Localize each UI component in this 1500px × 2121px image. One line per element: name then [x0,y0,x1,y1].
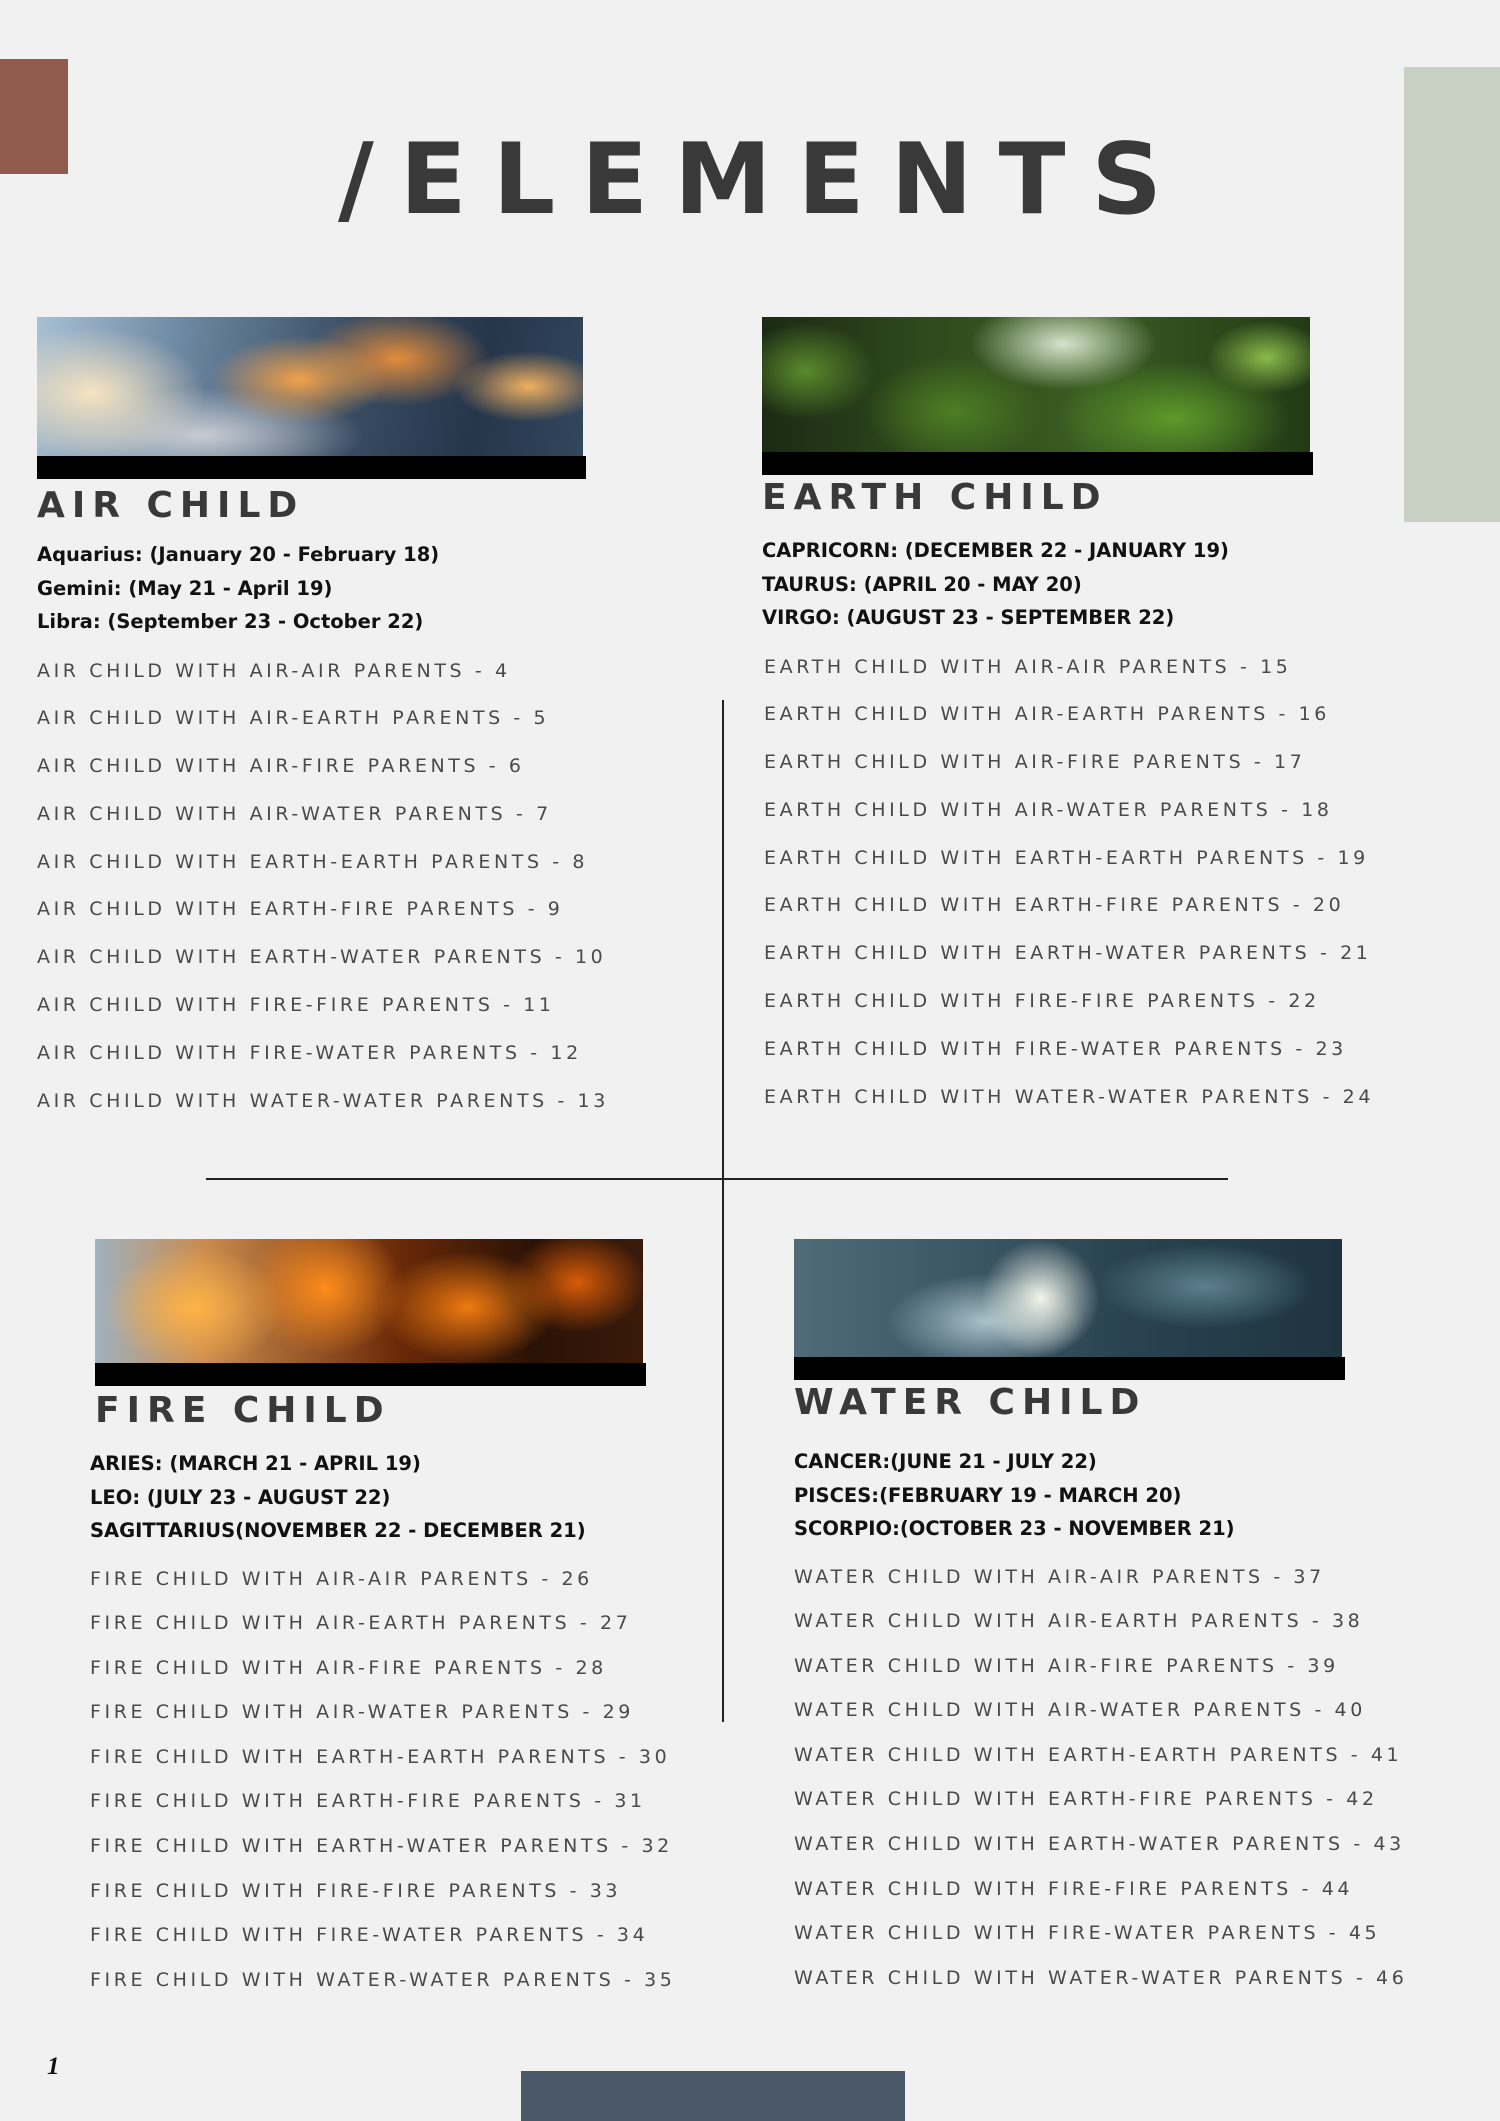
section-title: AIR CHILD [37,485,305,526]
page-link[interactable]: WATER CHILD WITH EARTH-EARTH PARENTS - 41 [794,1743,1403,1766]
page-link[interactable]: WATER CHILD WITH FIRE-FIRE PARENTS - 44 [794,1877,1354,1900]
zodiac-sign: Aquarius: (January 20 - February 18) [37,543,440,566]
banner-bar [762,452,1313,475]
page-link[interactable]: EARTH CHILD WITH AIR-WATER PARENTS - 18 [764,798,1333,821]
page-link[interactable]: WATER CHILD WITH AIR-WATER PARENTS - 40 [794,1699,1366,1722]
page-link[interactable]: AIR CHILD WITH EARTH-EARTH PARENTS - 8 [37,850,589,873]
page-link-list [90,1557,710,2003]
page-link[interactable]: FIRE CHILD WITH FIRE-WATER PARENTS - 34 [90,1924,649,1947]
zodiac-sign: CAPRICORN: (DECEMBER 22 - JANUARY 19) [762,539,1229,562]
section-title: FIRE CHILD [95,1390,391,1431]
section-air-child [37,317,697,1125]
page-link[interactable]: EARTH CHILD WITH AIR-EARTH PARENTS - 16 [764,703,1330,726]
section-fire-child [90,1239,710,2002]
zodiac-sign: CANCER:(JUNE 21 - JULY 22) [794,1450,1097,1473]
page-link[interactable]: EARTH CHILD WITH AIR-AIR PARENTS - 15 [764,655,1292,678]
page-link[interactable]: FIRE CHILD WITH AIR-AIR PARENTS - 26 [90,1567,593,1590]
page-link-list [794,1555,1454,2001]
page-link[interactable]: AIR CHILD WITH AIR-AIR PARENTS - 4 [37,659,511,682]
page-link[interactable]: WATER CHILD WITH FIRE-WATER PARENTS - 45 [794,1922,1381,1945]
banner-bar [794,1357,1345,1380]
page-link-list [762,644,1462,1122]
page-link[interactable]: EARTH CHILD WITH EARTH-WATER PARENTS - 21 [764,942,1372,965]
section-title: WATER CHILD [794,1382,1147,1423]
page-link[interactable]: WATER CHILD WITH WATER-WATER PARENTS - 46 [794,1966,1408,1989]
banner-bar [95,1363,646,1386]
zodiac-sign: Libra: (September 23 - October 22) [37,610,424,633]
vertical-divider [722,700,724,1722]
page-link[interactable]: FIRE CHILD WITH WATER-WATER PARENTS - 35 [90,1968,676,1991]
page-link[interactable]: WATER CHILD WITH EARTH-WATER PARENTS - 43 [794,1833,1405,1856]
zodiac-sign-list [794,1445,1454,1546]
page-link-list [37,648,697,1126]
zodiac-sign: Gemini: (May 21 - April 19) [37,576,333,600]
zodiac-sign-list [37,538,697,639]
page-link[interactable]: AIR CHILD WITH FIRE-FIRE PARENTS - 11 [37,994,555,1017]
page-link[interactable]: WATER CHILD WITH AIR-EARTH PARENTS - 38 [794,1610,1364,1633]
horizontal-divider [206,1178,1228,1180]
page-number: 1 [47,2053,60,2080]
zodiac-sign: ARIES: (MARCH 21 - APRIL 19) [90,1452,421,1475]
zodiac-sign: SCORPIO:(OCTOBER 23 - NOVEMBER 21) [794,1517,1235,1540]
page-link[interactable]: AIR CHILD WITH AIR-EARTH PARENTS - 5 [37,707,550,730]
page-link[interactable]: EARTH CHILD WITH FIRE-FIRE PARENTS - 22 [764,990,1320,1013]
page-link[interactable]: EARTH CHILD WITH EARTH-FIRE PARENTS - 20 [764,894,1345,917]
zodiac-sign: VIRGO: (AUGUST 23 - SEPTEMBER 22) [762,606,1175,629]
ocean-waves-image [794,1239,1342,1357]
page-link[interactable]: EARTH CHILD WITH EARTH-EARTH PARENTS - 19 [764,846,1369,869]
page-link[interactable]: AIR CHILD WITH EARTH-WATER PARENTS - 10 [37,946,607,969]
page-link[interactable]: WATER CHILD WITH AIR-AIR PARENTS - 37 [794,1565,1325,1588]
page-link[interactable]: FIRE CHILD WITH AIR-EARTH PARENTS - 27 [90,1612,632,1635]
clouds-sunset-image [37,317,583,456]
zodiac-sign: TAURUS: (APRIL 20 - MAY 20) [762,572,1082,596]
page-link[interactable]: FIRE CHILD WITH FIRE-FIRE PARENTS - 33 [90,1879,622,1902]
page-link[interactable]: FIRE CHILD WITH EARTH-WATER PARENTS - 32 [90,1835,673,1858]
page-link[interactable]: EARTH CHILD WITH WATER-WATER PARENTS - 24 [764,1085,1375,1108]
page-link[interactable]: AIR CHILD WITH EARTH-FIRE PARENTS - 9 [37,898,564,921]
page-title: /ELEMENTS [337,123,1189,237]
section-water-child [794,1239,1454,2000]
page-link[interactable]: AIR CHILD WITH WATER-WATER PARENTS - 13 [37,1089,609,1112]
page-link[interactable]: FIRE CHILD WITH EARTH-EARTH PARENTS - 30 [90,1745,671,1768]
zodiac-sign: PISCES:(FEBRUARY 19 - MARCH 20) [794,1483,1182,1507]
page-link[interactable]: FIRE CHILD WITH AIR-WATER PARENTS - 29 [90,1701,634,1724]
section-title: EARTH CHILD [762,477,1108,518]
page-link[interactable]: AIR CHILD WITH FIRE-WATER PARENTS - 12 [37,1041,582,1064]
page-link[interactable]: WATER CHILD WITH AIR-FIRE PARENTS - 39 [794,1654,1339,1677]
zodiac-sign-list [90,1447,710,1548]
page-link[interactable]: WATER CHILD WITH EARTH-FIRE PARENTS - 42 [794,1788,1378,1811]
page-link[interactable]: EARTH CHILD WITH FIRE-WATER PARENTS - 23 [764,1037,1347,1060]
banner-bar [37,456,586,479]
page-link[interactable]: EARTH CHILD WITH AIR-FIRE PARENTS - 17 [764,751,1306,774]
flames-image [95,1239,643,1363]
zodiac-sign: LEO: (JULY 23 - AUGUST 22) [90,1485,391,1509]
zodiac-sign: SAGITTARIUS(NOVEMBER 22 - DECEMBER 21) [90,1519,586,1542]
page-link[interactable]: FIRE CHILD WITH EARTH-FIRE PARENTS - 31 [90,1790,646,1813]
mossy-forest-image [762,317,1310,452]
slate-footer-block [521,2071,905,2121]
page-link[interactable]: AIR CHILD WITH AIR-FIRE PARENTS - 6 [37,755,525,778]
page-link[interactable]: AIR CHILD WITH AIR-WATER PARENTS - 7 [37,802,552,825]
page-link[interactable]: FIRE CHILD WITH AIR-FIRE PARENTS - 28 [90,1656,607,1679]
section-earth-child [762,317,1462,1121]
zodiac-sign-list [762,534,1462,635]
